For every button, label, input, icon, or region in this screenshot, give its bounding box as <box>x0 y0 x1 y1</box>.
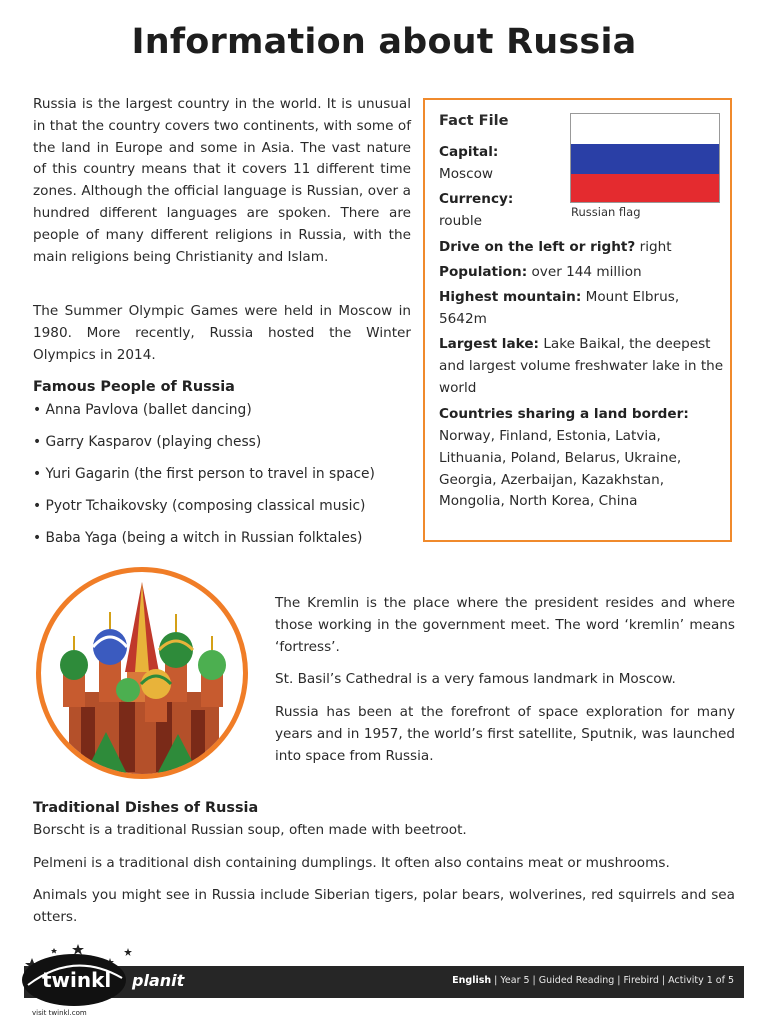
largest-lake: Largest lake: Lake Baikal, the deepest and largest volume freshwater lake in the world <box>439 336 724 396</box>
twinkl-logo-icon <box>18 940 188 1020</box>
planit-logo-text: planit <box>132 971 185 990</box>
land-borders-label: Countries sharing a land border: <box>439 406 689 422</box>
intro-paragraph-1: Russia is the largest country in the world. It is unusual in that the country covers two continents, with some of the land in Europe and some in Asia. The vast nature of this country means that it covers 11 different time zones. Although the official language is Russian, over a hundred different languages are spoken. There are people of many different religions in Russia, with the main religions being Christianity and Islam. <box>33 96 411 265</box>
famous-people-heading: Famous People of Russia <box>33 379 235 395</box>
russian-flag <box>570 113 720 203</box>
page-title: Information about Russia <box>131 22 637 62</box>
flag-stripe-red <box>571 174 719 203</box>
flag-stripe-blue <box>571 144 719 174</box>
pelmeni-paragraph: Pelmeni is a traditional dish containing dumplings. It often also contains meat or mushrooms. <box>33 855 670 871</box>
cathedral-image-frame <box>36 567 248 779</box>
list-item: • Baba Yaga (being a witch in Russian folktales) <box>33 530 363 546</box>
land-borders-value: Norway, Finland, Estonia, Latvia, Lithuania, Poland, Belarus, Ukraine, Georgia, Azerbaijan, Kazakhstan, Mongolia, North Korea, China <box>439 428 682 510</box>
twinkl-logo-text: twinkl <box>42 968 112 992</box>
flag-stripe-white <box>571 114 719 144</box>
drive-side: Drive on the left or right? right <box>439 239 672 255</box>
kremlin-paragraph: The Kremlin is the place where the president resides and where those working in the government meet. The word ‘kremlin’ means ‘fortress’. <box>275 595 735 655</box>
list-item: • Anna Pavlova (ballet dancing) <box>33 402 252 418</box>
visit-twinkl-link[interactable]: visit twinkl.com <box>32 1009 87 1017</box>
dishes-heading: Traditional Dishes of Russia <box>33 800 259 816</box>
flag-caption: Russian flag <box>571 205 641 219</box>
list-item: • Garry Kasparov (playing chess) <box>33 434 262 450</box>
twinkl-logo[interactable] <box>18 940 188 1020</box>
animals-paragraph: Animals you might see in Russia include Siberian tigers, polar bears, wolverines, red squirrels and sea otters. <box>33 887 735 925</box>
fact-file-heading: Fact File <box>439 112 509 129</box>
capital-label: Capital: <box>439 144 499 160</box>
currency-value: rouble <box>439 213 482 229</box>
highest-mountain: Highest mountain: Mount Elbrus, 5642m <box>439 289 680 327</box>
borscht-paragraph: Borscht is a traditional Russian soup, often made with beetroot. <box>33 822 467 838</box>
footer-details: English | Year 5 | Guided Reading | Firebird | Activity 1 of 5 <box>452 975 734 986</box>
capital-value: Moscow <box>439 166 494 182</box>
st-basils-paragraph: St. Basil’s Cathedral is a very famous landmark in Moscow. <box>275 671 676 687</box>
space-paragraph: Russia has been at the forefront of space exploration for many years and in 1957, the world’s first satellite, Sputnik, was launched into space from Russia. <box>275 704 735 764</box>
population: Population: over 144 million <box>439 264 642 280</box>
list-item: • Yuri Gagarin (the first person to travel in space) <box>33 466 375 482</box>
list-item: • Pyotr Tchaikovsky (composing classical music) <box>33 498 366 514</box>
intro-paragraph-2: The Summer Olympic Games were held in Moscow in 1980. More recently, Russia hosted the Winter Olympics in 2014. <box>33 303 411 363</box>
st-basils-cathedral-illustration <box>41 572 243 774</box>
currency-label: Currency: <box>439 191 514 207</box>
fact-file-box <box>423 98 732 542</box>
